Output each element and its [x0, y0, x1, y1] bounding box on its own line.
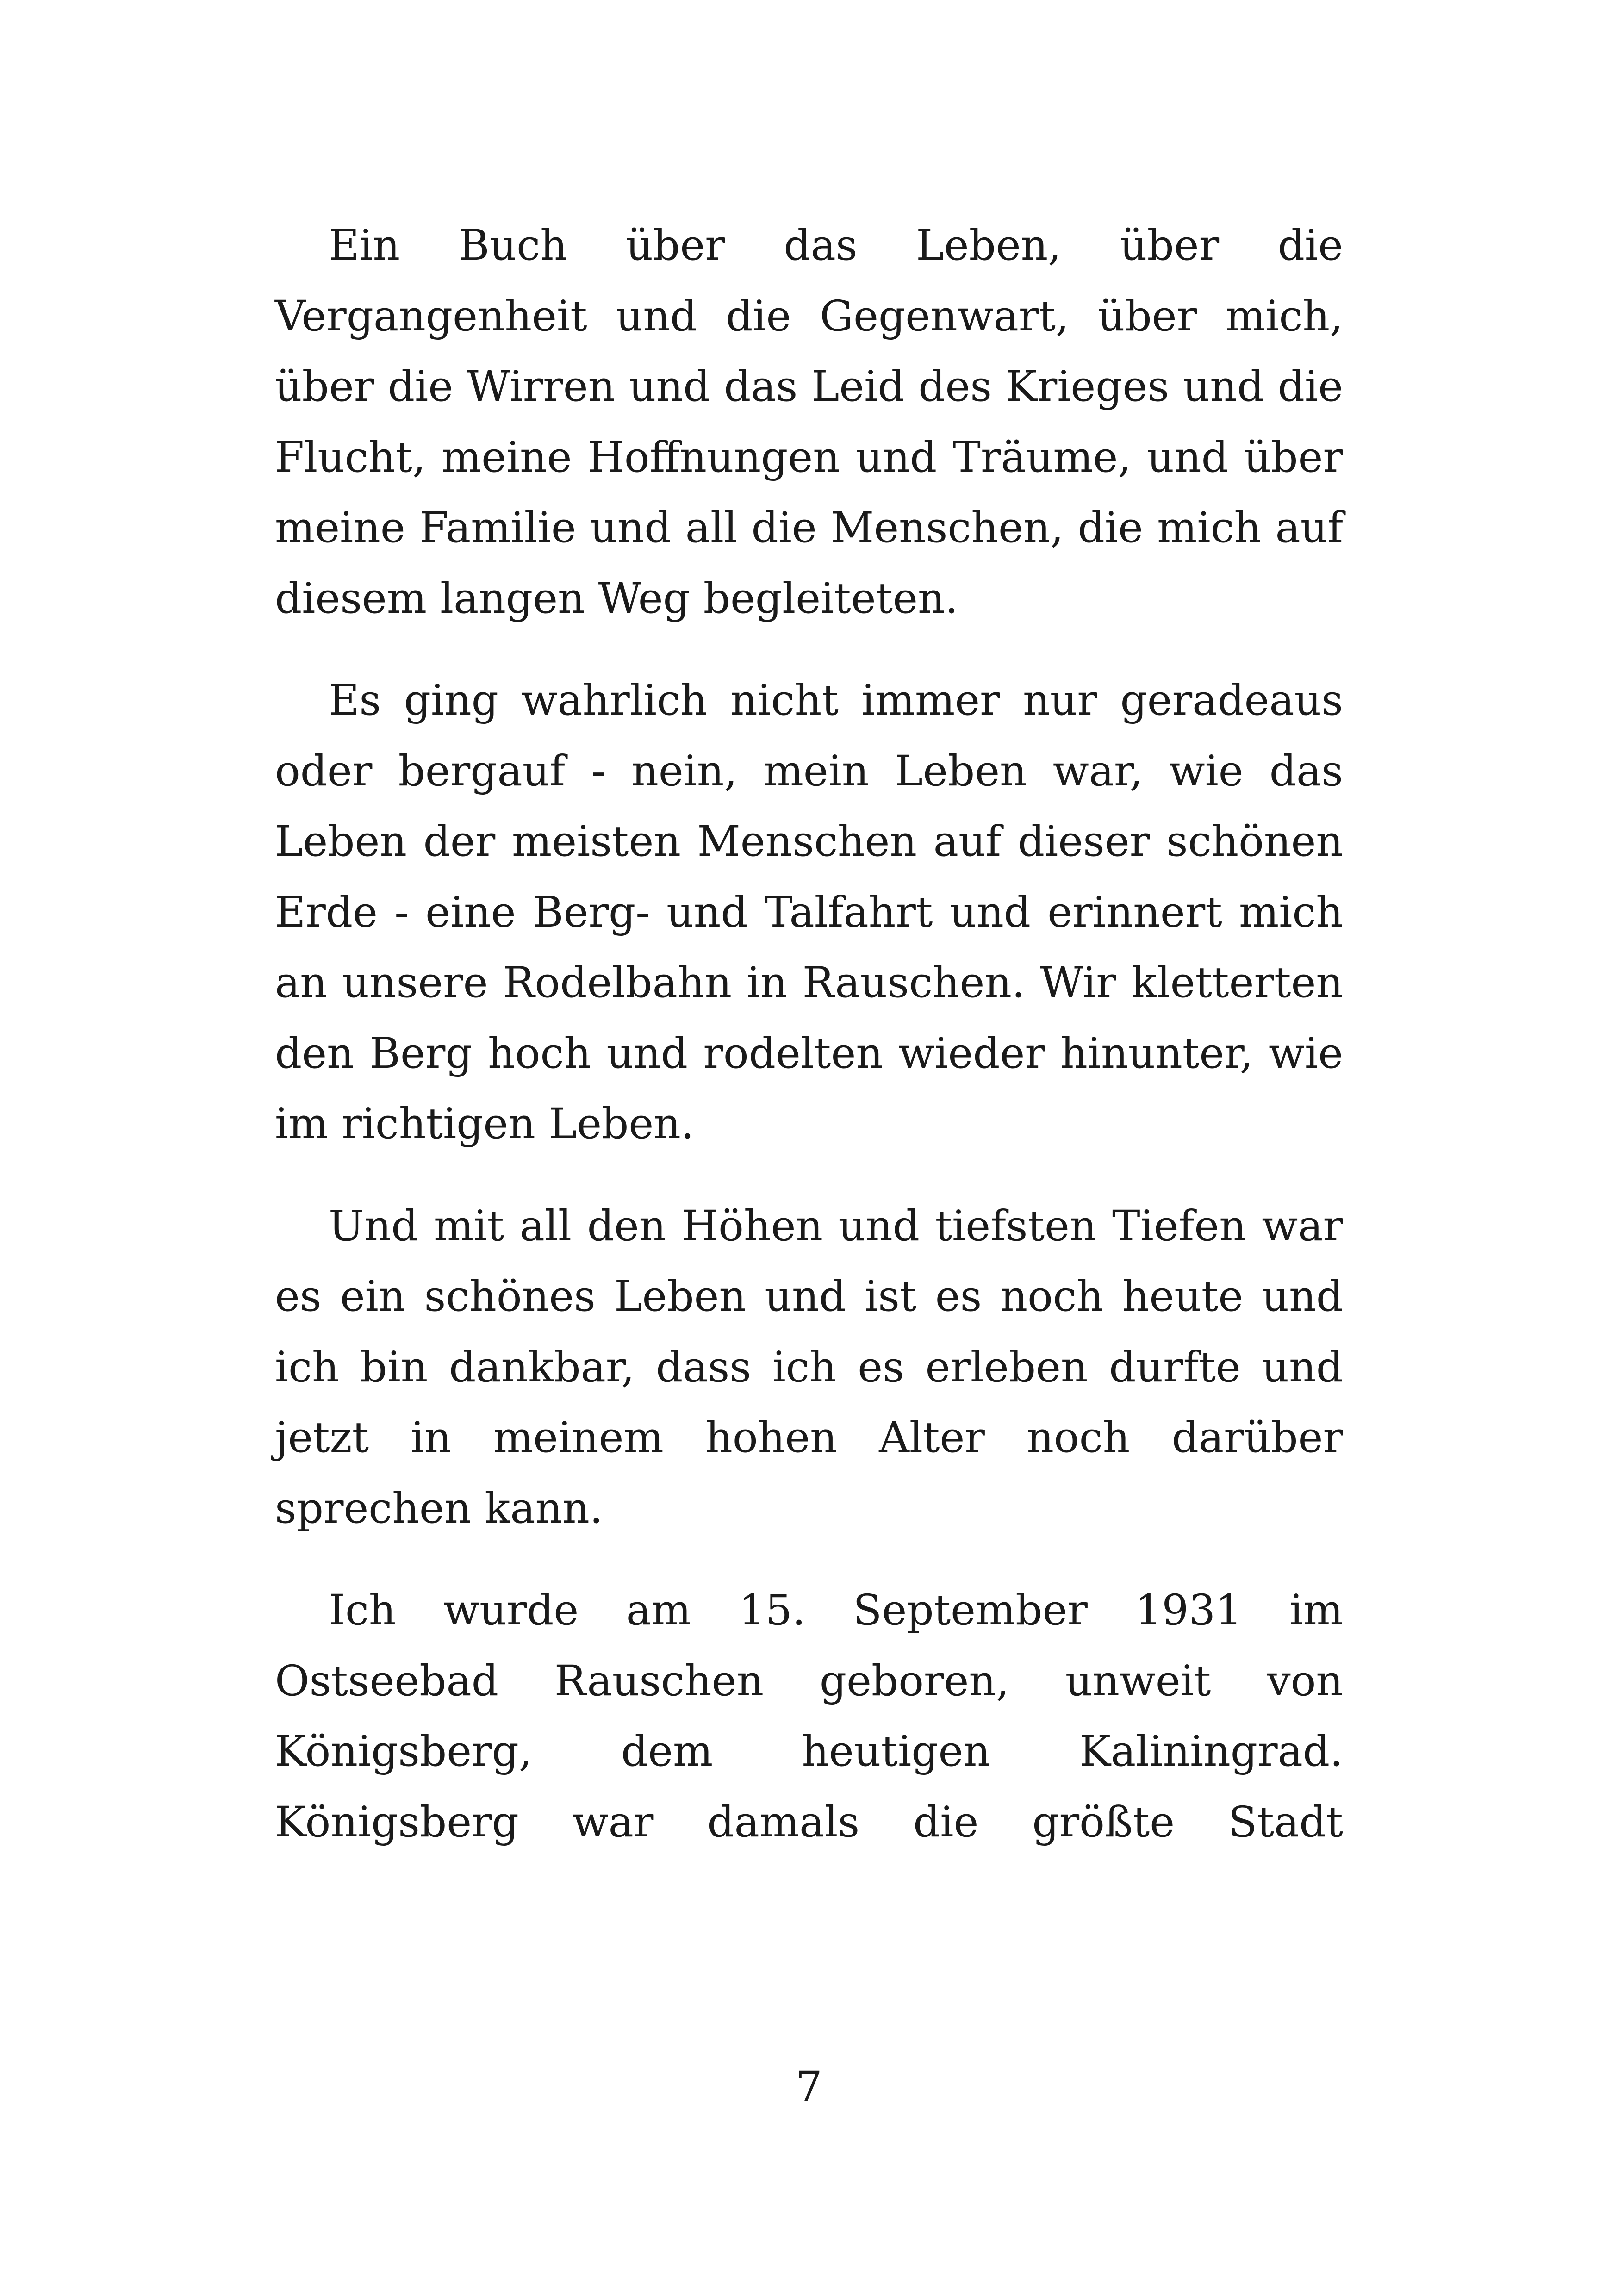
body-text — [275, 211, 1343, 1858]
paragraph-4: Ich wurde am 15. September 1931 im Ostseebad Rauschen geboren, unweit von Königsberg, dem heutigen Kaliningrad. Königsberg war damals die größte Stadt — [275, 1586, 1343, 1847]
paragraph-3: Und mit all den Höhen und tiefsten Tiefen war es ein schönes Leben und ist es noch heute und ich bin dankbar, dass ich es erleben durfte und jetzt in meinem hohen Alter noch darüber sprechen kann. — [275, 1201, 1343, 1533]
page-number: 7 — [796, 2063, 822, 2111]
paragraph-1: Ein Buch über das Leben, über die Vergangenheit und die Gegenwart, über mich, über die Wirren und das Leid des Krieges und die Flucht, meine Hoffnungen und Träume, und über meine Familie und all die Menschen, die mich auf diesem langen Weg begleiteten. — [275, 221, 1343, 623]
paragraph-2: Es ging wahrlich nicht immer nur geradeaus oder bergauf - nein, mein Leben war, wie das Leben der meisten Menschen auf dieser schönen Erde - eine Berg- und Talfahrt und erinnert mich an unsere Rodelbahn in Rauschen. Wir kletterten den Berg hoch und rodelten wieder hinunter, wie im richtigen Leben. — [275, 676, 1343, 1148]
